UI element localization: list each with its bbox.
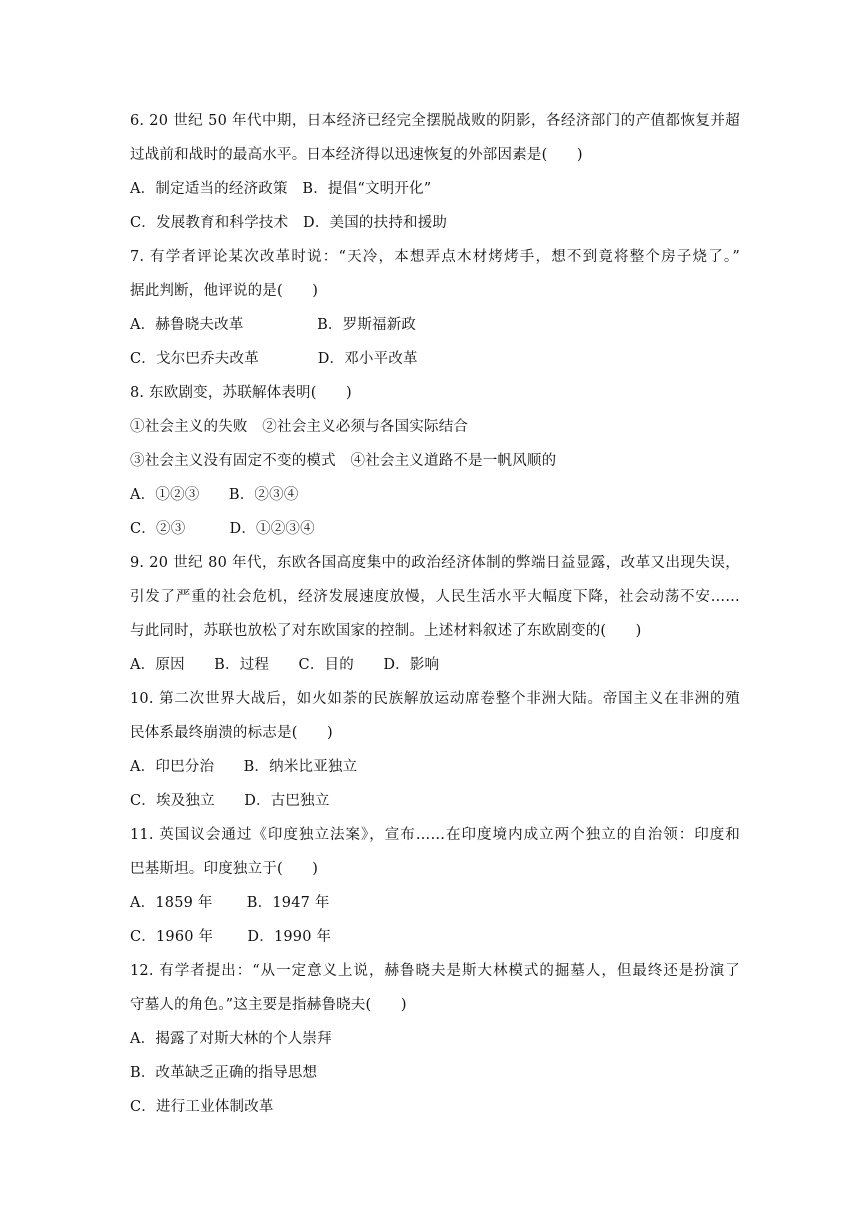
question-stem-line: 与此同时，苏联也放松了对东欧国家的控制。上述材料叙述了东欧剧变的( ) — [130, 623, 642, 639]
question-stem-line: 民体系最终崩溃的标志是( ) — [130, 725, 333, 741]
question-stem-line: 10. 第二次世界大战后，如火如荼的民族解放运动席卷整个非洲大陆。帝国主义在非洲的殖 — [130, 691, 740, 707]
option-line: C．进行工业体制改革 — [130, 1099, 274, 1115]
option-line: A．①②③ B．②③④ — [130, 487, 299, 503]
option-line: A．印巴分治 B．纳米比亚独立 — [130, 759, 358, 775]
question-stem-line: 7. 有学者评论某次改革时说：“天冷，本想弄点木材烤烤手，想不到竟将整个房子烧了。” — [130, 249, 740, 265]
question-6 — [130, 104, 740, 240]
question-7 — [130, 240, 740, 376]
option-line: C．戈尔巴乔夫改革 D．邓小平改革 — [130, 351, 418, 367]
question-stem-line: 11. 英国议会通过《印度独立法案》，宣布……在印度境内成立两个独立的自治领：印度和 — [130, 827, 740, 843]
question-stem-line: 据此判断，他评说的是( ) — [130, 283, 319, 299]
question-stem-line: 巴基斯坦。印度独立于( ) — [130, 861, 319, 877]
question-9 — [130, 546, 740, 682]
question-stem-line: 引发了严重的社会危机，经济发展速度放慢，人民生活水平大幅度下降，社会动荡不安…… — [130, 589, 740, 605]
question-stem-line: 12. 有学者提出：“从一定意义上说，赫鲁晓夫是斯大林模式的掘墓人，但最终还是扮演了 — [130, 963, 740, 979]
question-11 — [130, 818, 740, 954]
option-line: A．1859 年 B．1947 年 — [130, 895, 330, 911]
option-line: A．揭露了对斯大林的个人崇拜 — [130, 1031, 332, 1047]
question-stem-line: 9. 20 世纪 80 年代，东欧各国高度集中的政治经济体制的弊端日益显露，改革又出现失误， — [130, 555, 740, 571]
question-8 — [130, 376, 740, 546]
question-stem-line: ①社会主义的失败 ②社会主义必须与各国实际结合 — [130, 419, 469, 435]
question-stem-line: 过战前和战时的最高水平。日本经济得以迅速恢复的外部因素是( ) — [130, 147, 583, 163]
option-line: A．制定适当的经济政策 B．提倡“文明开化” — [130, 181, 432, 197]
option-line: A．原因 B．过程 C．目的 D．影响 — [130, 657, 440, 673]
option-line: A．赫鲁晓夫改革 B．罗斯福新政 — [130, 317, 417, 333]
question-stem-line: ③社会主义没有固定不变的模式 ④社会主义道路不是一帆风顺的 — [130, 453, 557, 469]
question-10 — [130, 682, 740, 818]
question-stem-line: 8. 东欧剧变，苏联解体表明( ) — [130, 385, 352, 401]
question-12 — [130, 954, 740, 1124]
exam-page — [130, 104, 740, 1124]
option-line: C．埃及独立 D．古巴独立 — [130, 793, 330, 809]
option-line: C．发展教育和科学技术 D．美国的扶持和援助 — [130, 215, 448, 231]
option-line: B．改革缺乏正确的指导思想 — [130, 1065, 318, 1081]
option-line: C．②③ D．①②③④ — [130, 521, 315, 537]
question-stem-line: 6. 20 世纪 50 年代中期，日本经济已经完全摆脱战败的阴影，各经济部门的产值都恢复并超 — [130, 113, 740, 129]
question-stem-line: 守墓人的角色。”这主要是指赫鲁晓夫( ) — [130, 997, 407, 1013]
option-line: C．1960 年 D．1990 年 — [130, 929, 332, 945]
